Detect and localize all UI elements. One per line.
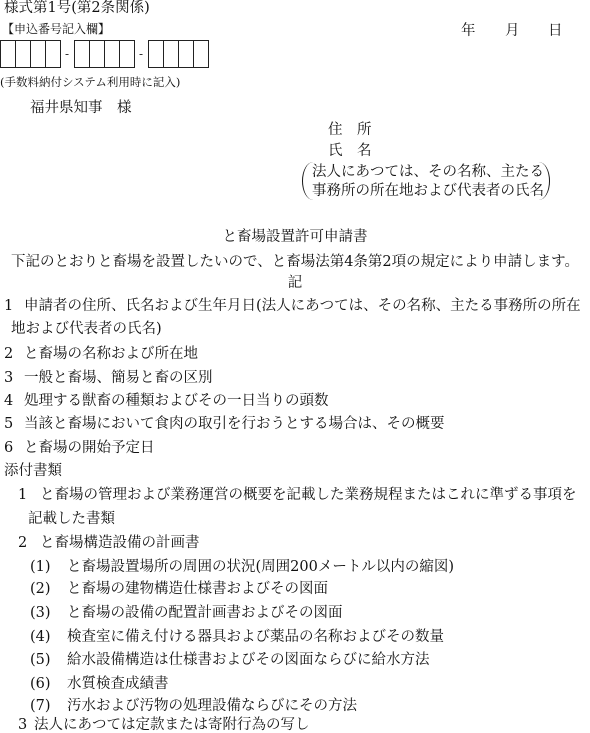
digit-box[interactable] xyxy=(104,40,120,68)
attachment-text: と畜場構造設備の計画書 xyxy=(40,535,200,551)
date-day-label: 日 xyxy=(548,23,563,39)
application-number-boxes[interactable] xyxy=(0,40,208,68)
digit-box[interactable] xyxy=(119,40,135,68)
item-number: 1 xyxy=(4,298,14,314)
digit-box[interactable] xyxy=(193,40,209,68)
date-month-label: 月 xyxy=(505,23,520,39)
application-number-group-1[interactable] xyxy=(0,40,60,68)
attachment-number: 2 xyxy=(18,535,28,551)
document-title: と畜場設置許可申請書 xyxy=(222,229,368,245)
corporation-note-bracket xyxy=(302,162,550,200)
sub-item-number: (3) xyxy=(30,605,51,621)
digit-box[interactable] xyxy=(30,40,46,68)
digit-box[interactable] xyxy=(74,40,90,68)
sub-item-text: 汚水および汚物の処理設備ならびにその方法 xyxy=(67,698,357,714)
form-number-label: 様式第1号(第2条関係) xyxy=(4,0,150,16)
item-number: 4 xyxy=(4,393,14,409)
item-number: 2 xyxy=(4,346,14,362)
item-text: と畜場の名称および所在地 xyxy=(24,346,198,362)
item-text: 処理する獣畜の種類およびその一日当りの頭数 xyxy=(24,393,329,409)
sub-item-text: と畜場の設備の配置計画書およびその図面 xyxy=(67,605,343,621)
number-separator: - xyxy=(138,47,144,61)
sub-item-number: (6) xyxy=(30,676,51,692)
sub-item-text: と畜場設置場所の周囲の状況(周囲200メートル以内の縮図) xyxy=(67,559,454,575)
item-text: 一般と畜場、簡易と畜の区別 xyxy=(24,370,213,386)
address-label: 住 所 xyxy=(328,122,372,138)
item-text: 申請者の住所、氏名および生年月日(法人にあつては、その名称、主たる事務所の所在 xyxy=(24,298,581,314)
item-text: と畜場の開始予定日 xyxy=(24,440,155,456)
sub-item-number: (2) xyxy=(30,581,51,597)
digit-box[interactable] xyxy=(45,40,61,68)
digit-box[interactable] xyxy=(163,40,179,68)
corporation-note-line: 事務所の所在地および代表者の氏名 xyxy=(312,183,544,199)
item-number: 5 xyxy=(4,416,14,432)
application-number-label: 【申込番号記入欄】 xyxy=(2,22,111,36)
ki-label: 記 xyxy=(287,275,303,291)
corporation-note-line: 法人にあつては、その名称、主たる xyxy=(312,164,544,180)
application-number-group-2[interactable] xyxy=(74,40,134,68)
intro-statement: 下記のとおりと畜場を設置したいので、と畜場法第4条第2項の規定により申請します。 xyxy=(11,254,579,270)
name-label: 氏 名 xyxy=(328,143,372,159)
item-text: 当該と畜場において食肉の取引を行おうとする場合は、その概要 xyxy=(24,416,445,432)
sub-item-text: 給水設備構造は仕様書およびその図面ならびに給水方法 xyxy=(67,652,430,668)
sub-item-number: (7) xyxy=(30,698,51,714)
attachment-text: と畜場の管理および業務運営の概要を記載した業務規程またはこれに準ずる事項を xyxy=(40,487,577,503)
addressee: 福井県知事 様 xyxy=(30,100,132,116)
attachment-text: 法人にあつては定款または寄附行為の写し xyxy=(34,717,310,733)
attachment-number: 3 xyxy=(18,717,28,733)
sub-item-text: 検査室に備え付ける器具および薬品の名称およびその数量 xyxy=(67,629,444,645)
application-number-group-3[interactable] xyxy=(148,40,208,68)
item-text-continued: 地および代表者の氏名) xyxy=(11,321,162,337)
sub-item-number: (5) xyxy=(30,652,51,668)
digit-box[interactable] xyxy=(15,40,31,68)
sub-item-text: 水質検査成績書 xyxy=(67,676,169,692)
digit-box[interactable] xyxy=(178,40,194,68)
digit-box[interactable] xyxy=(148,40,164,68)
sub-item-text: と畜場の建物構造仕様書およびその図面 xyxy=(67,581,328,597)
attachments-heading: 添付書類 xyxy=(4,463,62,479)
attachment-number: 1 xyxy=(18,487,28,503)
digit-box[interactable] xyxy=(89,40,105,68)
attachment-text-continued: 記載した書類 xyxy=(28,511,115,527)
item-number: 3 xyxy=(4,370,14,386)
item-number: 6 xyxy=(4,440,14,456)
sub-item-number: (4) xyxy=(30,629,51,645)
date-year-label: 年 xyxy=(461,23,476,39)
number-separator: - xyxy=(64,47,70,61)
sub-item-number: (1) xyxy=(30,559,51,575)
digit-box[interactable] xyxy=(0,40,16,68)
number-note: (手数料納付システム利用時に記入) xyxy=(0,75,181,89)
